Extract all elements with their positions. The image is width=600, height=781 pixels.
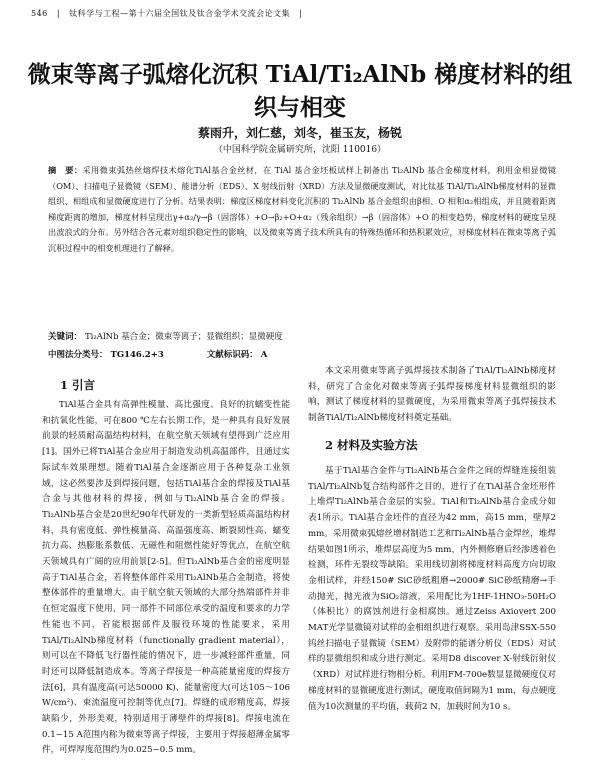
paper-title-line: 织与相变 bbox=[254, 94, 346, 121]
keywords-label: 关键词： bbox=[48, 332, 83, 342]
running-head bbox=[31, 8, 308, 19]
classification-value: TG146.2+3 bbox=[110, 350, 164, 360]
section-heading-methods: 2 材料及实验方法 bbox=[325, 438, 418, 452]
page-number: 546 bbox=[31, 9, 48, 18]
keywords-value: Ti₂AlNb 基合金；微束等离子；显微组织；显微硬度 bbox=[85, 332, 283, 342]
keywords bbox=[48, 330, 556, 342]
left-column bbox=[42, 398, 290, 759]
affiliation: （中国科学院金属研究所，沈阳 110016） bbox=[213, 145, 387, 155]
body-paragraph: 基于TiAl基合金件与Ti₂AlNb基合金件之间的焊缝连接组装TiAl/Ti₂AlNb复合结构部件之目的，进行了在TiAl基合金坯形件上堆焊Ti₂AlNb基合金层的实验。TiAl和Ti₂AlNb基合金成分如表1所示。TiAl基合金坯件的直径为42 mm，高15 mm，壁厚2 mm。采用微束弧熔丝增材制造工艺和Ti₂AlNb基合金焊丝，堆焊结果如图1所示，堆焊层高度为5 mm，内外侧修磨后经渗透着色检测，环件无裂纹等缺陷。采用线切割将梯度材料高度方向切取金相试样，并经150# SiC砂纸粗磨→2000# SiC砂纸精磨→手动抛光，抛光液为SiO₂溶液，采用配比为1HF-1HNO₃-50H₂O（体积比）的腐蚀剂进行金相腐蚀。通过Zeiss Axiovert 200 MAT光学显微镜对试样的金相组织进行观察。采用岛津SSX-550钨丝扫描电子显微镜（SEM）及附带的能谱分析仪（EDS）对试样的显微组织和成分进行测定。采用D8 discover X-射线衍射仪（XRD）对试样进行物相分析。利用FM-700e数显显微硬度仪对梯度材料的显微硬度进行测试，硬度取值间隔为1 mm，每点硬度值为10次测量的平均值，载荷2 N，加载时间为10 s。 bbox=[308, 466, 556, 712]
journal-name: 钛科学与工程—第十六届全国钛及钛合金学术交流会论文集 bbox=[69, 9, 291, 18]
right-column-cont bbox=[308, 464, 556, 715]
section-heading-intro: 1 引言 bbox=[60, 378, 96, 392]
authors: 蔡雨升，刘仁慈，刘冬，崔玉友，杨锐 bbox=[197, 126, 402, 140]
classification bbox=[48, 348, 556, 360]
paper-title-line: 微束等离子弧熔化沉积 TiAl/Ti₂AlNb 梯度材料的组 bbox=[27, 61, 573, 88]
abstract-text: 采用微束弧热丝熔焊技术熔化TiAl基合金丝材，在 TiAl 基合金坯板试样上制备出 Ti₂AlNb 基合金梯度材料，利用金相显微镜（OM）、扫描电子显微镜（SEM）、能谱分析（EDS）、X 射线衍射（XRD）方法及显微硬度测试，对比钛基 TiAl/Ti₂AlNb梯度材料的显微组织、相组成和显微硬度进行了分析。结果表明：梯度区梯度材料变化沉积的 Ti₂AlNb 基合金组织由β相、O 相和α₂相组成，并且随着距离梯度距离的增加，梯度材料呈现出γ+α₂/γ→β（固溶体）+O→β₂+O+α₂（残余组织）→β（固溶体）+O 的相变趋势，梯度材料的硬度呈现出波浪式的分布。另外结合各元素对组织稳定性的影响，以及微束等离子技术所具有的特殊热循环和热积累效应，对梯度材料在微束等离子弧沉积过程中的相变机理进行了解释。 bbox=[48, 165, 556, 253]
body-paragraph: TiAl基合金具有高弹性模量、高比强度、良好的抗蠕变性能和抗氧化性能，可在800 ℃左右长期工作，是一种具有良好发展前景的轻质耐高温结构材料，在航空航天领域有望得到广泛应用[1]。国外已将TiAl基合金应用于制造发动机高温部件，且通过实际试车效果理想。随着TiAl基合金逐渐应用于各种复杂工业领域，这必然要涉及到焊接问题，包括TiAl基合金的焊接及TiAl基合金与其他材料的焊接，例如与Ti₂AlNb基合金的焊接。Ti₂AlNb基合金是20世纪90年代研发的一类新型轻质高温结构材料，具有密度低、弹性模量高、高温强度高、断裂韧性高、蠕变抗力高、热膨胀系数低、无磁性和阻燃性能好等优点，在航空航天领域具有广阔的应用前景[2-5]。但Ti₂AlNb基合金的密度明显高于TiAl基合金，若将整体部件采用Ti₂AlNb基合金制造，将使整体部件的重量增大。由于航空航天领域的大部分热端部件并非在恒定温度下使用，同一部件不同部位承受的温度和要求的力学性能也不同，若能根据部件及服役环境的性能要求，采用TiAl/Ti₂AlNb梯度材料（functionally gradient material），则可以在不降低飞行器性能的情况下，进一步减轻部件重量，同时还可以降低制造成本。等离子焊接是一种高能量密度的焊接方法[6]，具有温度高(可达50000 K)、能量密度大(可达105～106 W/cm²)、束流温度可控制等优点[7]。焊缝的成形精度高，焊接缺陷少，外形美观，特别适用于薄壁件的焊接[8]。焊接电流在0.1~15 A范围内称为微束等离子焊接，主要用于焊接超薄金属零件，可焊厚度范围约为0.025~0.5 mm。 bbox=[42, 400, 290, 756]
abstract-label: 摘 要： bbox=[48, 165, 83, 175]
paper-title bbox=[20, 58, 580, 124]
abstract bbox=[48, 163, 556, 257]
right-column bbox=[308, 364, 556, 427]
running-head-separator: | bbox=[299, 9, 303, 18]
doc-code-value: A bbox=[260, 350, 268, 360]
body-paragraph: 本文采用微束等离子弧焊接技术制备了TiAl/Ti₂AlNb梯度材料，研究了合金化对微束等离子弧焊接梯度材料显微组织的影响，测试了梯度材料的显微硬度，为采用微束等离子弧焊接技术制备TiAl/Ti₂AlNb梯度材料奠定基础。 bbox=[308, 366, 556, 424]
running-head-separator: | bbox=[56, 9, 61, 18]
doc-code-label: 文献标识码： bbox=[206, 350, 258, 360]
classification-label: 中图法分类号： bbox=[48, 350, 108, 360]
